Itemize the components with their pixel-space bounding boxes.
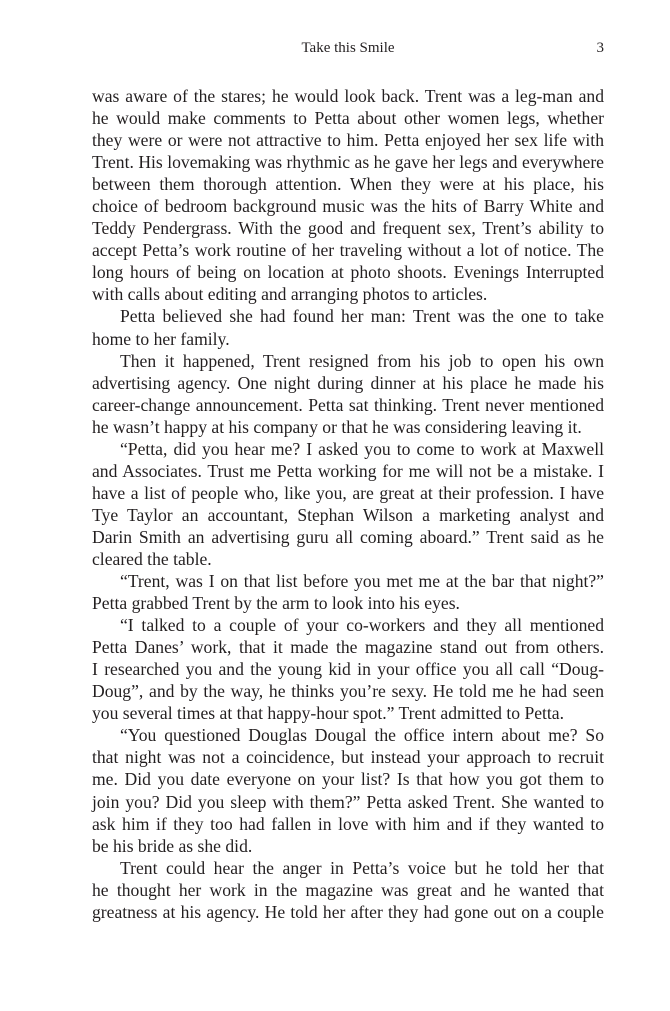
paragraph [92,614,604,724]
running-title: Take this Smile [301,40,395,56]
text-line: choice of bedroom background music was the hits of Barry White and [92,196,604,217]
text-line: he wasn’t happy at his company or that he was considering leaving it. [92,416,582,437]
page-number: 3 [596,40,604,56]
text-line: “I talked to a couple of your co-workers and they all mentioned [120,615,604,636]
text-line: Petta believed she had found her man: Trent was the one to take [120,306,604,327]
text-line: have a list of people who, like you, are great at their profession. I have [92,482,604,503]
text-line: Tye Taylor an accountant, Stephan Wilson a marketing analyst and [92,504,604,525]
text-line: and Associates. Trust me Petta working for me will not be a mistake. I [92,460,604,481]
text-line: advertising agency. One night during dinner at his place he made his [92,372,604,393]
text-line: long hours of being on location at photo shoots. Evenings Interrupted [92,262,604,283]
text-line: “You questioned Douglas Dougal the office intern about me? So [120,725,604,746]
text-line: with calls about editing and arranging photos to articles. [92,284,488,305]
text-line: Then it happened, Trent resigned from his job to open his own [120,350,604,371]
text-line: they were or were not attractive to him. Petta enjoyed her sex life with [92,130,604,151]
text-line: was aware of the stares; he would look back. Trent was a leg-man and [92,86,604,106]
text-line: you several times at that happy-hour spot.” Trent admitted to Petta. [92,703,565,724]
text-line: cleared the table. [92,548,212,569]
text-line: Doug”, and by the way, he thinks you’re sexy. He told me he had seen [92,681,604,702]
text-line: Teddy Pendergrass. With the good and frequent sex, Trent’s ability to [92,218,604,239]
text-line: me. Did you date everyone on your list? Is that how you got them to [92,769,604,790]
running-header [92,40,604,62]
text-line: Petta grabbed Trent by the arm to look into his eyes. [92,593,460,614]
text-line: Trent. His lovemaking was rhythmic as he gave her legs and everywhere [92,152,604,173]
paragraph [92,570,604,614]
text-line: accept Petta’s work routine of her traveling without a lot of notice. The [92,240,604,261]
paragraph [92,305,604,349]
paragraph [92,350,604,438]
text-line: I researched you and the young kid in your office you all call “Doug- [92,659,604,680]
text-line: be his bride as she did. [92,835,253,856]
text-line: between them thorough attention. When they were at his place, his [92,174,604,195]
paragraph [92,85,604,305]
text-line: Darin Smith an advertising guru all coming aboard.” Trent said as he [92,526,604,547]
text-line: home to her family. [92,328,230,349]
text-line: join you? Did you sleep with them?” Petta asked Trent. She wanted to [92,791,604,812]
text-line: he would make comments to Petta about other women legs, whether [92,108,604,129]
paragraph [92,724,604,856]
text-line: “Trent, was I on that list before you met me at the bar that night?” [120,571,604,592]
text-line: ask him if they too had fallen in love with him and if they wanted to [92,813,604,834]
text-line: Petta Danes’ work, that it made the magazine stand out from others. [92,637,604,658]
text-line: that night was not a coincidence, but instead your approach to recruit [92,747,604,768]
paragraph [92,438,604,570]
text-line: he thought her work in the magazine was great and he wanted that [92,879,604,900]
paragraph [92,857,604,923]
text-line: greatness at his agency. He told her after they had gone out on a couple [92,901,604,922]
text-line: “Petta, did you hear me? I asked you to come to work at Maxwell [120,438,604,459]
body-text [92,85,604,923]
text-line: Trent could hear the anger in Petta’s voice but he told her that [120,857,604,878]
text-line: career-change announcement. Petta sat thinking. Trent never mentioned [92,394,604,415]
